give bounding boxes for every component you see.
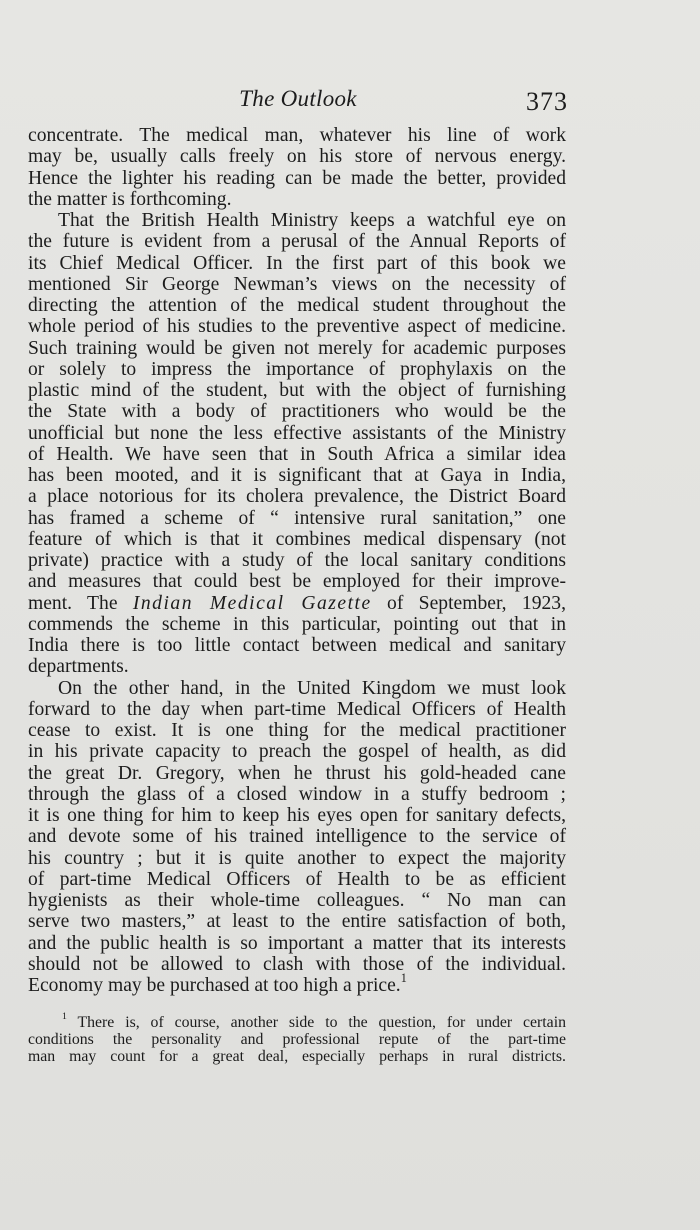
text-run: ment. The — [28, 592, 133, 614]
text-line: feature of which is that it combines medical dispensary (not — [28, 528, 566, 550]
footnote-reference: 1 — [400, 970, 407, 985]
text-line: its Chief Medical Officer. In the first part of this book we — [28, 252, 566, 274]
text-line: commends the scheme in this particular, pointing out that in — [28, 613, 566, 635]
running-header — [28, 86, 568, 120]
text-line: the future is evident from a perusal of the Annual Reports of — [28, 231, 566, 253]
text-line: whole period of his studies to the preventive aspect of medicine. — [28, 316, 566, 338]
text-run: of September, 1923, — [371, 592, 566, 614]
text-line: and the public health is so important a matter that its interests — [28, 932, 566, 954]
text-line: has been mooted, and it is significant that at Gaya in India, — [28, 465, 566, 486]
footnote-marker: 1 — [62, 1011, 67, 1023]
text-line: the State with a body of practitioners who would be the — [28, 401, 566, 423]
text-line: and devote some of his trained intelligence to the service of — [28, 826, 566, 848]
text-line: and measures that could best be employed for their improve- — [28, 571, 566, 593]
text-line: Such training would be given not merely for academic purposes — [28, 337, 566, 359]
text-line: directing the attention of the medical student throughout the — [28, 295, 566, 316]
text-line: should not be allowed to clash with those of the individual. — [28, 953, 566, 975]
footnote-line: conditions the personality and professional repute of the part-time — [28, 1031, 566, 1048]
text-line: in his private capacity to preach the gospel of health, as did — [28, 741, 566, 763]
text-line: a place notorious for its cholera prevalence, the District Board — [28, 486, 566, 508]
footnote-text: There is, of course, another side to the question, for under certain — [77, 1014, 566, 1031]
text-line: may be, usually calls freely on his store of nervous energy. — [28, 146, 566, 168]
text-line: forward to the day when part-time Medical Officers of Health — [28, 698, 566, 720]
text-line: India there is too little contact between medical and sanitary — [28, 635, 566, 656]
text-line: or solely to impress the importance of prophylaxis on the — [28, 358, 566, 380]
text-line: private) practice with a study of the local sanitary conditions — [28, 550, 566, 571]
text-line: mentioned Sir George Newman’s views on the necessity of — [28, 273, 566, 295]
text-line: of Health. We have seen that in South Africa a similar idea — [28, 443, 566, 465]
text-line-mixed — [28, 593, 566, 614]
text-line: of part-time Medical Officers of Health to be as efficient — [28, 868, 566, 890]
text-line: That the British Health Ministry keeps a watchful eye on — [58, 210, 566, 231]
text-line: serve two masters,” at least to the entire satisfaction of both, — [28, 911, 566, 933]
text-line: hygienists as their whole-time colleagues. “ No man can — [28, 890, 566, 911]
text-line: through the glass of a closed window in a stuffy bedroom ; — [28, 783, 566, 805]
journal-title: Indian Medical Gazette — [132, 592, 372, 614]
footnote-line — [28, 1011, 566, 1031]
text-line: plastic mind of the student, but with the object of furnishing — [28, 380, 566, 401]
text-line: has framed a scheme of “ intensive rural sanitation,” one — [28, 507, 566, 529]
page-number: 373 — [526, 87, 568, 116]
text-line-mixed — [28, 970, 566, 996]
text-line: Hence the lighter his reading can be made the better, provided — [28, 167, 566, 189]
running-title: The Outlook — [239, 86, 357, 111]
text-line: the great Dr. Gregory, when he thrust his gold-headed cane — [28, 762, 566, 784]
body-text — [28, 125, 566, 996]
text-line: unofficial but none the less effective assistants of the Ministry — [28, 422, 566, 444]
text-line: the matter is forthcoming. — [28, 188, 232, 210]
text-run: Economy may be purchased at too high a price. — [28, 975, 401, 996]
text-line: cease to exist. It is one thing for the medical practitioner — [28, 720, 566, 741]
footnote — [28, 1011, 566, 1065]
text-line: departments. — [28, 656, 129, 678]
text-line: concentrate. The medical man, whatever his line of work — [28, 125, 566, 146]
text-line: On the other hand, in the United Kingdom we must look — [58, 677, 566, 699]
footnote-line: man may count for a great deal, especially perhaps in rural districts. — [28, 1048, 566, 1065]
text-line: his country ; but it is quite another to expect the majority — [28, 847, 566, 869]
text-line: it is one thing for him to keep his eyes open for sanitary defects, — [28, 805, 566, 826]
